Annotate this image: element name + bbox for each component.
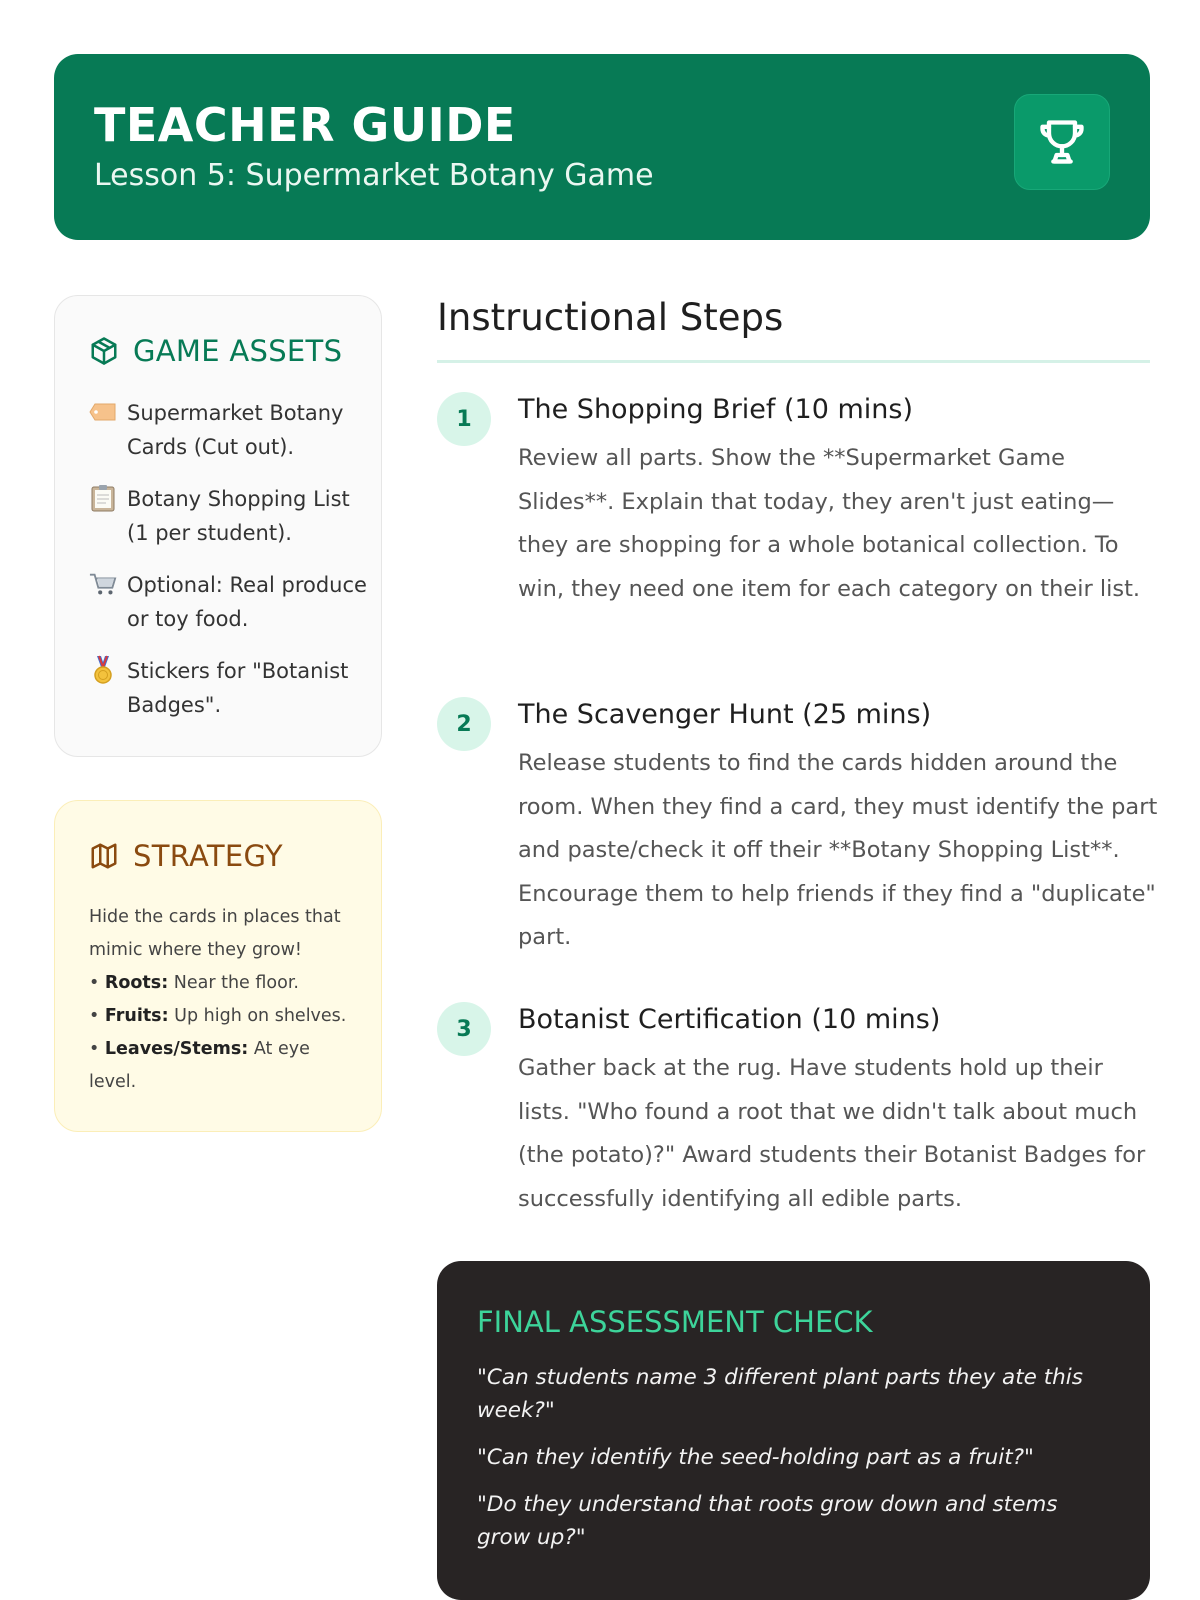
step-number-badge: 3: [437, 1002, 491, 1056]
steps-heading: Instructional Steps: [437, 296, 784, 339]
step-title: Botanist Certification (10 mins): [518, 1004, 941, 1035]
strategy-detail: At eye level.: [89, 1039, 310, 1092]
strategy-heading: [89, 839, 283, 873]
step-title: The Shopping Brief (10 mins): [518, 394, 913, 425]
page-subtitle: Lesson 5: Supermarket Botany Game: [94, 158, 654, 193]
strategy-term: Roots:: [104, 973, 169, 993]
strategy-point: • Leaves/Stems: At eye level.: [89, 1039, 310, 1092]
strategy-point: • Roots: Near the floor.: [89, 973, 299, 993]
assessment-question: "Can they identify the seed-holding part as a fruit?": [477, 1445, 1034, 1470]
game-assets-card: [54, 295, 382, 757]
assessment-question: "Can students name 3 different plant parts they ate this week?": [477, 1365, 1083, 1423]
strategy-detail: Up high on shelves.: [168, 1006, 347, 1026]
strategy-label: STRATEGY: [133, 839, 283, 873]
list-item: [89, 396, 369, 464]
asset-text: Optional: Real produce or toy food.: [127, 573, 367, 631]
tag-icon: [89, 398, 117, 426]
strategy-text: [89, 901, 359, 1099]
header-banner: [54, 54, 1150, 240]
package-icon: [89, 336, 119, 366]
strategy-term: Leaves/Stems:: [104, 1039, 249, 1059]
map-icon: [89, 841, 119, 871]
strategy-detail: Near the floor.: [168, 973, 299, 993]
game-assets-label: GAME ASSETS: [133, 334, 343, 368]
list-item: [89, 654, 369, 722]
list-item: [89, 482, 369, 550]
strategy-card: [54, 800, 382, 1132]
asset-text: Supermarket Botany Cards (Cut out).: [127, 401, 344, 459]
asset-text: Stickers for "Botanist Badges".: [127, 659, 349, 717]
trophy-icon: [1036, 116, 1088, 168]
trophy-button[interactable]: [1014, 94, 1110, 190]
step-description: Gather back at the rug. Have students hold up their lists. "Who found a root that we didn't talk about much (the potato)?" Award students their Botanist Badges for successfully identifying all edible parts.: [518, 1055, 1146, 1212]
game-assets-heading: [89, 334, 342, 368]
assessment-question: "Do they understand that roots grow down and stems grow up?": [477, 1492, 1058, 1550]
step-description: Review all parts. Show the **Supermarket Game Slides**. Explain that today, they aren't just eating—they are shopping for a whole botanical collection. To win, they need one item for each category on their list.: [518, 445, 1141, 602]
medal-icon: [89, 656, 117, 684]
clipboard-icon: [89, 484, 117, 512]
list-item: [89, 568, 369, 636]
step-number-badge: 1: [437, 392, 491, 446]
asset-text: Botany Shopping List (1 per student).: [127, 487, 350, 545]
strategy-intro: Hide the cards in places that mimic where they grow!: [89, 907, 341, 960]
page-title: TEACHER GUIDE: [94, 98, 516, 152]
strategy-term: Fruits:: [104, 1006, 169, 1026]
final-assessment-title: FINAL ASSESSMENT CHECK: [477, 1305, 873, 1339]
shopping-cart-icon: [89, 570, 117, 598]
strategy-point: • Fruits: Up high on shelves.: [89, 1006, 347, 1026]
assessment-questions: [477, 1361, 1117, 1568]
assets-list: [89, 396, 369, 740]
step-number-badge: 2: [437, 697, 491, 751]
step-title: The Scavenger Hunt (25 mins): [518, 699, 932, 730]
final-assessment-card: [437, 1261, 1150, 1600]
step-description: Release students to find the cards hidden around the room. When they find a card, they must identify the part and paste/check it off their **Botany Shopping List**. Encourage them to help friends if they find a "duplicate" part.: [518, 750, 1158, 950]
steps-divider: [437, 360, 1150, 363]
